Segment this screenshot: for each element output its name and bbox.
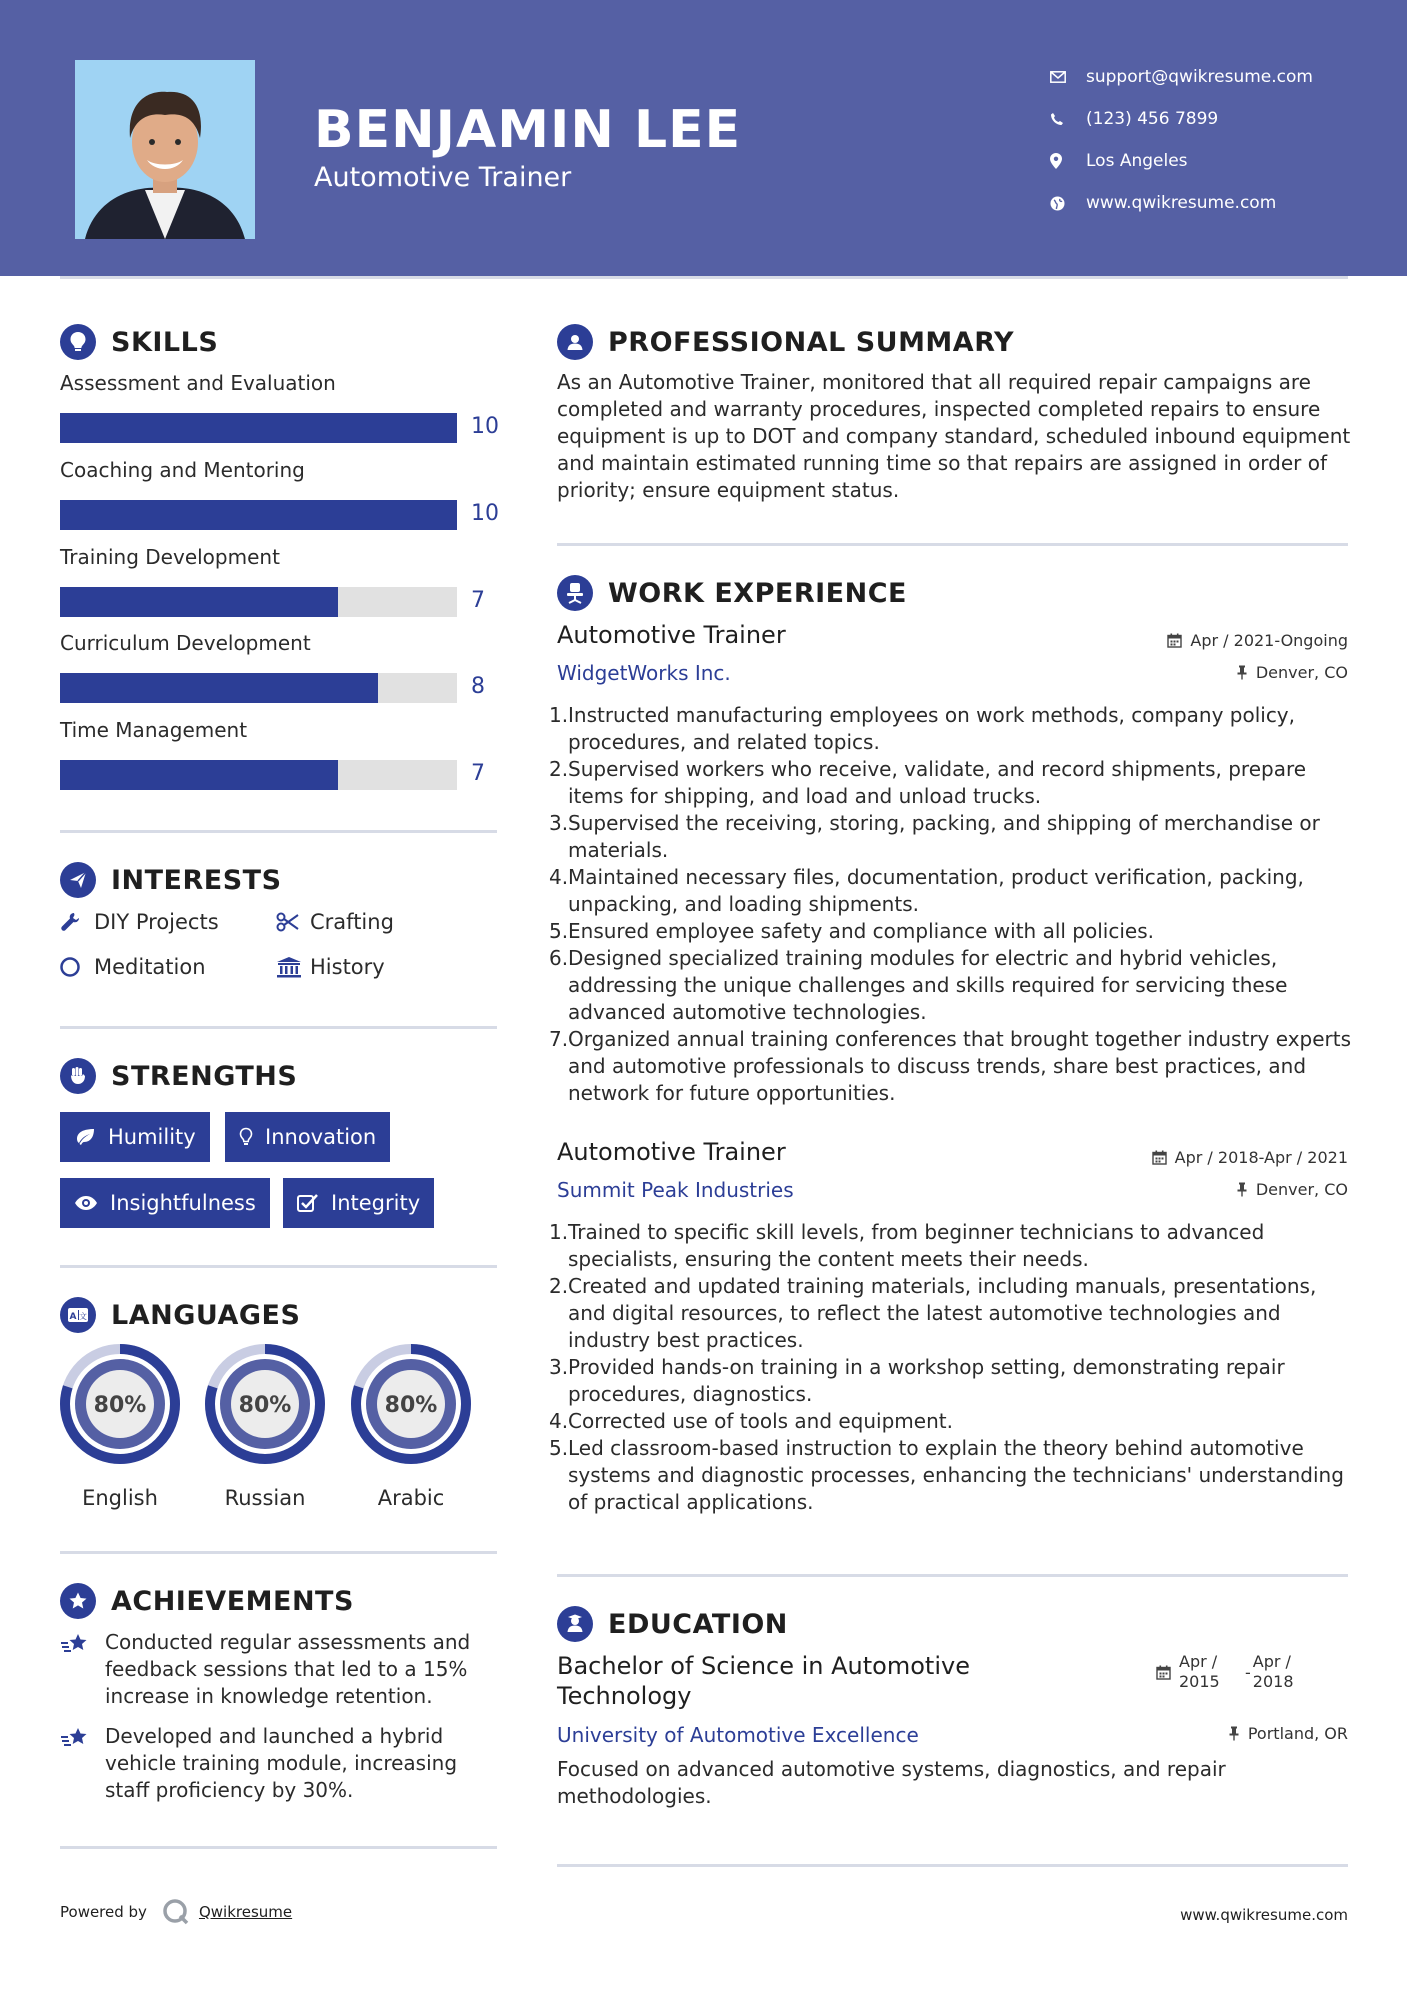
header-divider (60, 276, 1348, 279)
job-location (1000, 1180, 1348, 1199)
contact-location-text: Los Angeles (1086, 151, 1188, 171)
skill-name: Time Management (60, 718, 248, 742)
office-chair-icon (557, 575, 593, 611)
education-start-month: Apr / (1179, 1652, 1218, 1671)
strength-chip (60, 1112, 210, 1162)
language-name: Arabic (377, 1486, 445, 1510)
language-item (349, 1342, 473, 1510)
job-bullet: 1. Instructed manufacturing employees on work methods, company policy, procedures, and related topics. (549, 703, 1296, 754)
job-bullet: 3. Provided hands-on training in a workshop setting, demonstrating repair procedures, diagnostics. (549, 1355, 1285, 1406)
pin-icon (1236, 1182, 1248, 1197)
language-progress-ring (58, 1342, 182, 1466)
strength-label: Humility (108, 1125, 196, 1149)
paper-plane-icon (60, 862, 96, 898)
section-divider (60, 1026, 497, 1029)
skill-name: Curriculum Development (60, 631, 311, 655)
language-name: English (82, 1486, 158, 1510)
contact-phone[interactable] (1050, 98, 1380, 140)
education-degree-line: Bachelor of Science in Automotive (557, 1652, 970, 1680)
lightbulb-icon (239, 1127, 253, 1147)
graduate-icon (557, 1606, 593, 1642)
candidate-name: BENJAMIN LEE (314, 100, 742, 160)
skill-name: Assessment and Evaluation (60, 371, 336, 395)
language-percent: 80% (93, 1393, 147, 1418)
achievement-item (60, 1629, 500, 1710)
skill-item (60, 631, 500, 709)
qwikresume-link[interactable]: Qwikresume (198, 1903, 293, 1921)
contact-email[interactable] (1050, 56, 1380, 98)
job-company: WidgetWorks Inc. (557, 661, 731, 685)
skill-item (60, 545, 500, 623)
contact-phone-text: (123) 456 7899 (1086, 109, 1219, 129)
contact-list (1050, 56, 1380, 224)
education-end-year: 2018 (1252, 1672, 1294, 1691)
strength-chip (60, 1178, 270, 1228)
interest-item (276, 910, 394, 934)
star-badge-icon (60, 1583, 96, 1619)
interest-label: Meditation (94, 955, 206, 979)
skill-name: Training Development (60, 545, 280, 569)
summary-title: PROFESSIONAL SUMMARY (608, 326, 1015, 358)
strength-label: Innovation (265, 1125, 377, 1149)
scissors-icon (276, 912, 310, 932)
skill-item (60, 371, 500, 449)
language-percent: 80% (384, 1393, 438, 1418)
skill-item (60, 718, 500, 796)
education-heading (557, 1606, 788, 1642)
achievements-title: ACHIEVEMENTS (111, 1585, 354, 1617)
section-divider (557, 1574, 1348, 1577)
interest-label: DIY Projects (94, 910, 219, 934)
achievement-item (60, 1723, 500, 1804)
contact-location (1050, 140, 1380, 182)
shooting-star-icon (60, 1629, 105, 1710)
experience-title: WORK EXPERIENCE (608, 577, 907, 609)
language-progress-ring (349, 1342, 473, 1466)
education-description: Focused on advanced automotive systems, diagnostics, and repair methodologies. (557, 1757, 1226, 1808)
interest-item (60, 955, 206, 979)
job-bullet: 4. Corrected use of tools and equipment. (549, 1409, 953, 1433)
skill-value: 7 (471, 761, 485, 786)
globe-icon (1050, 196, 1086, 211)
job-bullet: 7. Organized annual training conferences that brought together industry experts and automotive professionals to discuss trends, share best practices, and network for future opportunities. (549, 1027, 1352, 1105)
job-dates (1000, 1148, 1348, 1167)
powered-by-label: Powered by (60, 1903, 147, 1921)
job-bullet: 2. Created and updated training materials, including manuals, presentations, and digital resources, to reflect the latest automotive technologies and industry best practices. (549, 1274, 1317, 1352)
language-item (58, 1342, 182, 1510)
skill-bar-fill (60, 500, 457, 530)
strength-chip (225, 1112, 390, 1162)
education-date-separator: - (1245, 1662, 1251, 1682)
job-dates-text: Apr / 2018-Apr / 2021 (1174, 1148, 1348, 1167)
section-divider (557, 1864, 1348, 1867)
job-bullet: 2. Supervised workers who receive, validate, and record shipments, prepare items for shipping, and load and unload trucks. (549, 757, 1307, 808)
education-location-text: Portland, OR (1247, 1724, 1348, 1743)
museum-icon (276, 956, 310, 978)
qwikresume-logo-icon (161, 1897, 191, 1927)
summary-heading (557, 324, 1014, 360)
job-location-text: Denver, CO (1255, 663, 1348, 682)
summary-text: As an Automotive Trainer, monitored that all required repair campaigns are completed and warranty procedures, inspected completed repairs to ensure equipment is up to DOT and company standard, scheduled inbound equipment and maintain estimated running time so that repairs are assigned in order of priority; ensure equipment status. (557, 370, 1351, 502)
job-bullets (549, 702, 1357, 1107)
svg-text:文: 文 (79, 1312, 87, 1321)
skill-value: 8 (471, 674, 485, 699)
strength-label: Integrity (331, 1191, 421, 1215)
section-divider (557, 543, 1348, 546)
education-title: EDUCATION (608, 1608, 788, 1640)
candidate-role: Automotive Trainer (314, 162, 572, 193)
job-dates (1000, 631, 1348, 650)
skill-value: 10 (471, 501, 499, 526)
email-icon (1050, 71, 1086, 83)
skills-title: SKILLS (111, 326, 219, 358)
experience-heading (557, 575, 907, 611)
strength-label: Insightfulness (110, 1191, 256, 1215)
resume-header (0, 0, 1407, 276)
leaf-icon (74, 1128, 96, 1146)
skill-bar-fill (60, 673, 378, 703)
strengths-title: STRENGTHS (111, 1060, 298, 1092)
skills-heading (60, 324, 218, 360)
eye-icon (74, 1195, 98, 1211)
skill-value: 10 (471, 414, 499, 439)
interests-heading (60, 862, 282, 898)
job-title: Automotive Trainer (557, 621, 786, 649)
job-bullet: 4. Maintained necessary files, documentation, product verification, packing, unpacking, and loading shipments. (549, 865, 1304, 916)
contact-website[interactable] (1050, 182, 1380, 224)
strengths-heading (60, 1058, 297, 1094)
job-dates-text: Apr / 2021-Ongoing (1190, 631, 1348, 650)
education-dates (1156, 1652, 1294, 1692)
calendar-icon (1167, 633, 1182, 648)
pin-icon (1236, 665, 1248, 680)
job-title: Automotive Trainer (557, 1138, 786, 1166)
wrench-icon (60, 911, 94, 933)
interest-item (276, 955, 385, 979)
skill-bar-fill (60, 587, 338, 617)
skill-item (60, 458, 500, 536)
footer-website[interactable]: www.qwikresume.com (1180, 1906, 1348, 1924)
user-icon (557, 324, 593, 360)
language-item (203, 1342, 327, 1510)
strength-chip (283, 1178, 434, 1228)
job-company: Summit Peak Industries (557, 1178, 794, 1202)
job-location (1000, 663, 1348, 682)
svg-text:A: A (69, 1312, 77, 1322)
achievement-text: Developed and launched a hybrid vehicle training module, increasing staff proficiency by 30%. (105, 1724, 458, 1802)
section-divider (60, 1265, 497, 1268)
calendar-icon (1156, 1665, 1171, 1680)
languages-title: LANGUAGES (111, 1299, 301, 1331)
education-degree (557, 1651, 970, 1711)
section-divider (60, 830, 497, 833)
job-bullet: 3. Supervised the receiving, storing, packing, and shipping of merchandise or materials. (549, 811, 1320, 862)
achievements-heading (60, 1583, 354, 1619)
job-bullets (549, 1219, 1357, 1516)
phone-icon (1050, 112, 1086, 126)
section-divider (60, 1551, 497, 1554)
calendar-icon (1152, 1150, 1167, 1165)
profile-photo (75, 60, 255, 239)
skill-bar-fill (60, 413, 457, 443)
interest-item (60, 910, 219, 934)
location-icon (1050, 153, 1086, 169)
lightbulb-icon (60, 324, 96, 360)
education-location (1000, 1724, 1348, 1743)
circle-icon (60, 956, 94, 978)
skill-bar-fill (60, 760, 338, 790)
language-progress-ring (203, 1342, 327, 1466)
education-degree-line: Technology (557, 1682, 692, 1710)
languages-heading (60, 1297, 300, 1333)
pin-icon (1228, 1726, 1240, 1741)
education-start-year: 2015 (1179, 1672, 1220, 1691)
job-location-text: Denver, CO (1255, 1180, 1348, 1199)
education-end-month: Apr / (1252, 1652, 1291, 1671)
job-bullet: 1. Trained to specific skill levels, from beginner technicians to advanced specialists, ensuring the content meets their needs. (549, 1220, 1265, 1271)
job-bullet: 5. Led classroom-based instruction to explain the theory behind automotive systems and diagnostic processes, enhancing the technicians' understanding of practical applications. (549, 1436, 1344, 1514)
language-percent: 80% (238, 1393, 292, 1418)
education-school: University of Automotive Excellence (557, 1723, 919, 1747)
achievement-text: Conducted regular assessments and feedback sessions that led to a 15% increase in knowledge retention. (105, 1630, 471, 1708)
skill-value: 7 (471, 588, 485, 613)
contact-website-text: www.qwikresume.com (1086, 193, 1277, 213)
language-icon (60, 1297, 96, 1333)
interest-label: History (310, 955, 385, 979)
shooting-star-icon (60, 1723, 105, 1804)
job-bullet: 5. Ensured employee safety and compliance with all policies. (549, 919, 1154, 943)
interest-label: Crafting (310, 910, 394, 934)
interests-title: INTERESTS (111, 864, 282, 896)
skill-name: Coaching and Mentoring (60, 458, 305, 482)
footer-powered-by (60, 1897, 292, 1927)
checkbox-icon (297, 1193, 319, 1213)
section-divider (60, 1846, 497, 1849)
language-name: Russian (224, 1486, 306, 1510)
contact-email-text: support@qwikresume.com (1086, 67, 1313, 87)
fist-icon (60, 1058, 96, 1094)
job-bullet: 6. Designed specialized training modules for electric and hybrid vehicles, addressing the unique challenges and skills required for servicing these advanced automotive technologies. (549, 946, 1288, 1024)
